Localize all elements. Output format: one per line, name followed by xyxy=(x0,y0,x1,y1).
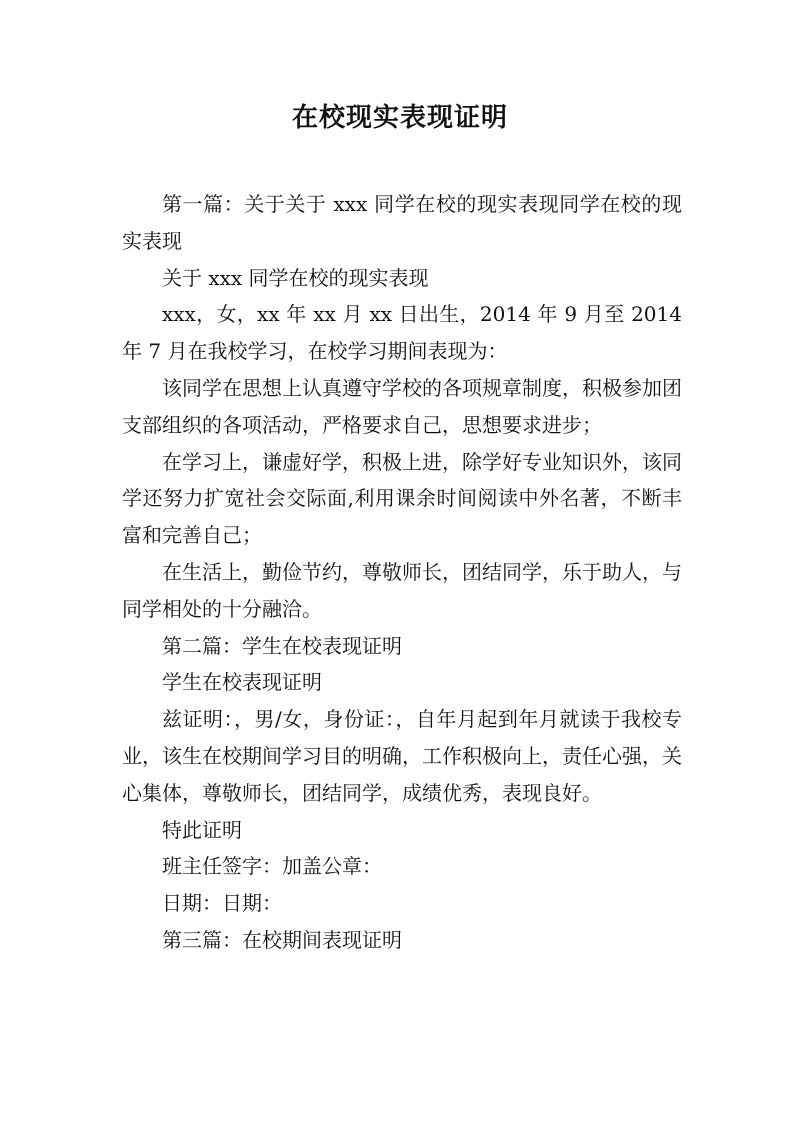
paragraph-signature-line: 班主任签字：加盖公章： xyxy=(162,854,382,879)
paragraph-part1-heading: 第一篇：关于关于 xxx 同学在校的现实表现同学在校的现实表现 xyxy=(122,192,682,253)
paragraph-part3-heading: 第三篇：在校期间表现证明 xyxy=(162,927,402,952)
document-body xyxy=(122,186,682,959)
paragraph-hereby-certify: 特此证明 xyxy=(162,817,242,842)
paragraph-part2-subtitle: 学生在校表现证明 xyxy=(162,670,322,695)
paragraph-part1-subtitle: 关于 xxx 同学在校的现实表现 xyxy=(162,265,429,290)
paragraph-part2-heading: 第二篇：学生在校表现证明 xyxy=(162,633,402,658)
paragraph-student-info: xxx，女，xx 年 xx 月 xx 日出生，2014 年 9 月至 2014 年 7 月在我校学习，在校学习期间表现为： xyxy=(122,302,682,364)
paragraph-life: 在生活上，勤俭节约，尊敬师长，团结同学，乐于助人，与同学相处的十分融洽。 xyxy=(122,559,682,621)
paragraph-certification: 兹证明：，男/女，身份证：，自年月起到年月就读于我校专业，该生在校期间学习目的明确，工作积极向上，责任心强，关心集体，尊敬师长，团结同学，成绩优秀，表现良好。 xyxy=(122,707,682,805)
document-title: 在校现实表现证明 xyxy=(291,103,508,133)
paragraph-ideology: 该同学在思想上认真遵守学校的各项规章制度，积极参加团支部组织的各项活动，严格要求自己，思想要求进步； xyxy=(122,375,682,437)
paragraph-study: 在学习上，谦虚好学，积极上进，除学好专业知识外，该同学还努力扩宽社会交际面,利用课余时间阅读中外名著，不断丰富和完善自己； xyxy=(122,449,682,548)
paragraph-date-line: 日期：日期： xyxy=(162,891,282,916)
